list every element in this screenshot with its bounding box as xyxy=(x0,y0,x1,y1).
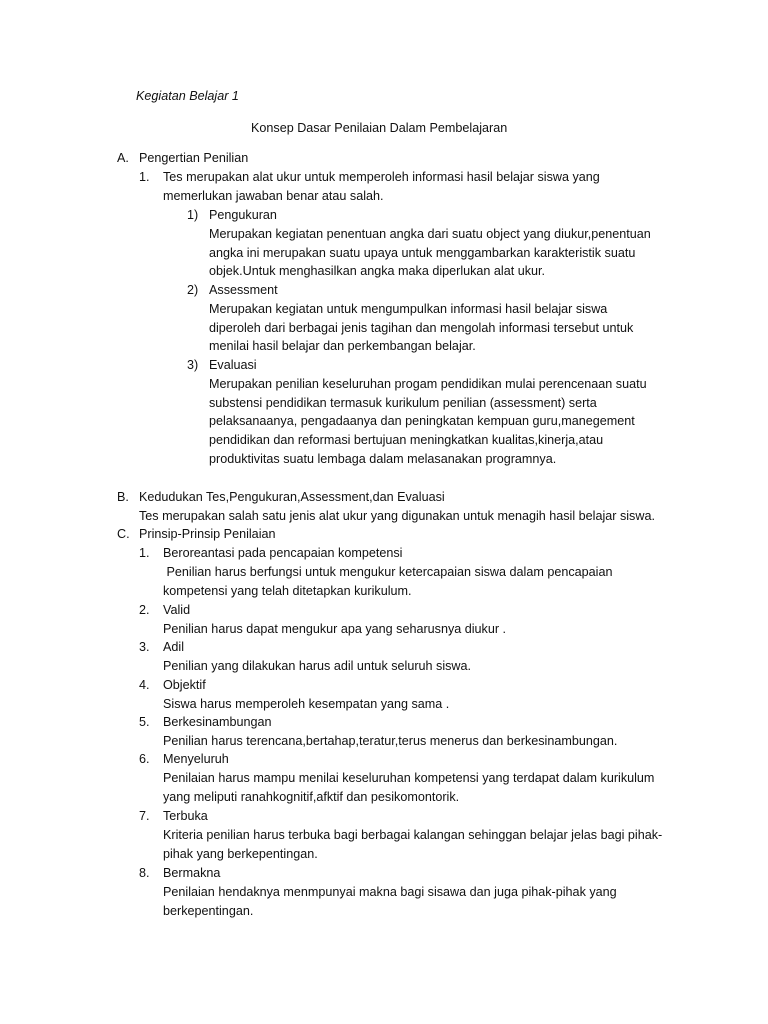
text-line: Penilaian harus mampu menilai keseluruhan kompetensi yang terdapat dalam kurikulum xyxy=(163,770,655,785)
document-title: Konsep Dasar Penilaian Dalam Pembelajaran xyxy=(251,121,508,135)
text-line: Tes merupakan alat ukur untuk memperoleh informasi hasil belajar siswa yang xyxy=(163,170,600,184)
principle-1 xyxy=(163,544,612,600)
principle-title: Objektif xyxy=(163,678,206,692)
principle-1-number: 1. xyxy=(139,546,150,560)
text-line: kompetensi yang telah ditetapkan kurikulum. xyxy=(163,583,412,598)
principle-4-number: 4. xyxy=(139,678,150,692)
text-line: produktivitas suatu lembaga dalam melasanakan programnya. xyxy=(209,451,557,466)
text-line: pihak yang berkepentingan. xyxy=(163,846,318,861)
text-line: diperoleh dari berbagai jenis tagihan dan mengolah informasi tersebut untuk xyxy=(209,320,634,335)
principle-5 xyxy=(163,713,617,751)
principle-title: Beroreantasi pada pencapaian kompetensi xyxy=(163,546,403,560)
principle-2-number: 2. xyxy=(139,603,150,617)
principle-6 xyxy=(163,750,654,806)
principle-title: Adil xyxy=(163,640,184,654)
principle-7 xyxy=(163,807,662,863)
text-line: substensi pendidikan termasuk kurikulum penilian (assessment) serta xyxy=(209,395,597,410)
principle-title: Menyeluruh xyxy=(163,752,229,766)
text-line: menilai hasil belajar dan perkembangan belajar. xyxy=(209,339,476,354)
principle-3 xyxy=(163,638,471,676)
text-line: pelaksanaanya, pengadaanya dan peningkatan kempuan guru,manegement xyxy=(209,414,635,429)
section-a-marker: A. xyxy=(117,151,129,165)
principle-8 xyxy=(163,864,617,920)
text-line: Penilian harus terencana,bertahap,teratur,terus menerus dan berkesinambungan. xyxy=(163,733,618,748)
sub-item-title: Assessment xyxy=(209,283,278,297)
principle-4 xyxy=(163,676,449,714)
section-b-marker: B. xyxy=(117,490,129,504)
section-b-heading: Kedudukan Tes,Pengukuran,Assessment,dan Evaluasi xyxy=(139,490,445,504)
section-a-item-1-text xyxy=(163,168,600,206)
text-line: angka ini merupakan suatu upaya untuk menggambarkan karakteristik suatu xyxy=(209,245,636,260)
sub-item-2 xyxy=(209,281,633,356)
section-a-item-1-number: 1. xyxy=(139,170,150,184)
section-c-marker: C. xyxy=(117,527,130,541)
principle-7-number: 7. xyxy=(139,809,150,823)
text-line: objek.Untuk menghasilkan angka maka diperlukan alat ukur. xyxy=(209,264,546,279)
sub-item-3 xyxy=(209,356,647,469)
principle-title: Bermakna xyxy=(163,866,221,880)
principle-8-number: 8. xyxy=(139,866,150,880)
section-b-text: Tes merupakan salah satu jenis alat ukur yang digunakan untuk menagih hasil belajar siswa. xyxy=(139,509,655,523)
text-line: Siswa harus memperoleh kesempatan yang sama . xyxy=(163,696,450,711)
text-line: Penilaian hendaknya menmpunyai makna bagi sisawa dan juga pihak-pihak yang xyxy=(163,884,617,899)
principle-title: Berkesinambungan xyxy=(163,715,272,729)
sub-item-3-number: 3) xyxy=(187,358,199,372)
section-a-heading: Pengertian Penilian xyxy=(139,151,249,165)
text-line: Penilian yang dilakukan harus adil untuk seluruh siswa. xyxy=(163,658,472,673)
text-line: Kriteria penilian harus terbuka bagi berbagai kalangan sehinggan belajar jelas bagi pihak- xyxy=(163,827,663,842)
text-line: pendidikan dan reformasi bertujuan meningkatkan kualitas,kinerja,atau xyxy=(209,433,604,448)
principle-title: Terbuka xyxy=(163,809,208,823)
sub-item-title: Evaluasi xyxy=(209,358,257,372)
text-line: yang meliputi ranahkognitif,afktif dan pesikomontorik. xyxy=(163,789,460,804)
section-c-heading: Prinsip-Prinsip Penilaian xyxy=(139,527,276,541)
text-line: Merupakan kegiatan penentuan angka dari suatu object yang diukur,penentuan xyxy=(209,226,651,241)
sub-item-title: Pengukuran xyxy=(209,208,277,222)
text-line: berkepentingan. xyxy=(163,903,254,918)
sub-item-2-number: 2) xyxy=(187,283,199,297)
text-line: Penilian harus berfungsi untuk mengukur ketercapaian siswa dalam pencapaian xyxy=(163,564,613,579)
kegiatan-label: Kegiatan Belajar 1 xyxy=(136,89,239,103)
principle-2 xyxy=(163,601,506,639)
principle-6-number: 6. xyxy=(139,752,150,766)
sub-item-1-number: 1) xyxy=(187,208,199,222)
sub-item-1 xyxy=(209,206,651,281)
principle-title: Valid xyxy=(163,603,191,617)
principle-3-number: 3. xyxy=(139,640,150,654)
text-line: memerlukan jawaban benar atau salah. xyxy=(163,188,384,203)
principle-5-number: 5. xyxy=(139,715,150,729)
text-line: Merupakan penilian keseluruhan progam pendidikan mulai perencenaan suatu xyxy=(209,376,647,391)
text-line: Merupakan kegiatan untuk mengumpulkan informasi hasil belajar siswa xyxy=(209,301,608,316)
text-line: Penilian harus dapat mengukur apa yang seharusnya diukur . xyxy=(163,621,507,636)
